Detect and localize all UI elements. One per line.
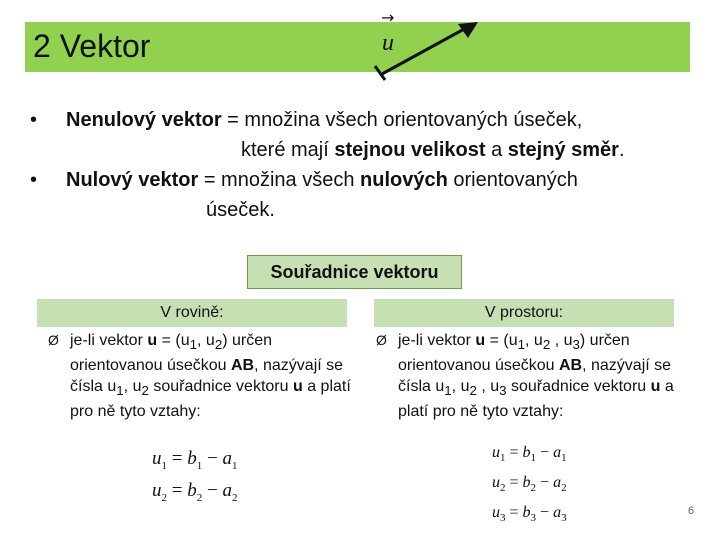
- subscript: 2: [542, 337, 551, 353]
- vector-name: u: [292, 378, 303, 396]
- definition-list: [30, 105, 700, 225]
- subscript: 3: [572, 337, 580, 353]
- text: = (u: [485, 332, 518, 349]
- term-nonzero: Nenulový vektor: [66, 109, 222, 131]
- formula-index: 2: [161, 491, 167, 504]
- formula-index: 3: [500, 512, 506, 525]
- formula-var: a: [553, 474, 562, 491]
- emphasis: nulových: [360, 169, 448, 191]
- formula-index: 2: [196, 491, 203, 504]
- vector-arrow-mark: →: [381, 8, 395, 27]
- formula-index: 2: [500, 482, 506, 495]
- formula-index: 2: [530, 482, 537, 495]
- formula-var: a: [553, 444, 562, 461]
- plane-heading: V rovině:: [37, 299, 347, 327]
- text: , u: [197, 332, 215, 349]
- formula-var: b: [187, 480, 197, 501]
- subscript: 1: [444, 383, 452, 399]
- text: souřadnice vektoru: [148, 378, 293, 396]
- formula-space-1: [492, 444, 567, 464]
- text: je-li vektor: [398, 332, 476, 349]
- formula-op: =: [167, 448, 188, 469]
- vector-name: u: [650, 378, 661, 396]
- text: souřadnice vektoru: [506, 378, 651, 396]
- formula-space-2: [492, 474, 567, 494]
- text: ) určen orientovanou úsečkou: [398, 332, 630, 375]
- vector-symbol: u: [382, 30, 394, 56]
- formula-op: =: [505, 474, 523, 491]
- slide-title: 2 Vektor: [33, 28, 151, 64]
- space-description: [376, 330, 706, 422]
- text: , u: [451, 378, 470, 396]
- text: , nazývají se čísla u: [398, 357, 672, 396]
- formula-op: −: [202, 448, 223, 469]
- text: , u: [476, 378, 500, 396]
- definition-text: orientovaných: [447, 169, 578, 191]
- definition-text: které mají: [241, 139, 335, 161]
- text: a platí pro ně tyto vztahy:: [398, 378, 674, 421]
- emphasis: stejnou velikost: [334, 139, 486, 161]
- definition-continuation: úseček.: [206, 199, 275, 221]
- formula-op: =: [505, 444, 523, 461]
- formula-var: u: [492, 474, 500, 491]
- list-arrow-icon: Ø: [48, 332, 59, 348]
- emphasis: stejný směr: [507, 139, 619, 161]
- definition-continuation: [66, 135, 700, 165]
- vector-arrow-icon: [0, 0, 720, 120]
- formula-var: a: [553, 504, 562, 521]
- formula-index: 3: [530, 512, 537, 525]
- subscript: 2: [214, 337, 223, 353]
- formula-index: 3: [561, 512, 567, 525]
- formula-index: 1: [561, 452, 567, 465]
- text: ) určen orientovanou úsečkou: [70, 332, 273, 375]
- vector-name: u: [475, 332, 486, 349]
- formula-op: −: [536, 444, 554, 461]
- formula-op: −: [536, 504, 554, 521]
- formula-space-3: [492, 504, 567, 524]
- subscript: 2: [141, 383, 149, 399]
- vector-name: u: [147, 332, 158, 349]
- subscript: 3: [499, 383, 507, 399]
- formula-var: b: [522, 444, 531, 461]
- formula-op: −: [202, 480, 223, 501]
- list-item: [30, 105, 700, 165]
- formula-index: 1: [231, 459, 238, 472]
- definition-text: .: [618, 139, 625, 161]
- definition-text: = množina všech: [198, 169, 361, 191]
- definition-text: = množina všech orientovaných úseček,: [221, 109, 583, 131]
- space-heading: V prostoru:: [374, 299, 674, 327]
- formula-index: 2: [231, 491, 238, 504]
- text: a platí pro ně tyto vztahy:: [70, 378, 351, 421]
- formula-var: b: [522, 504, 531, 521]
- formula-index: 1: [196, 459, 203, 472]
- formula-var: u: [152, 448, 162, 469]
- text: , nazývají se čísla u: [70, 357, 344, 396]
- formula-var: a: [222, 448, 232, 469]
- formula-index: 1: [161, 459, 167, 472]
- bullet-icon: •: [30, 109, 38, 131]
- plane-description: [48, 330, 358, 422]
- formula-index: 1: [500, 452, 506, 465]
- formula-plane-2: [152, 480, 237, 504]
- formula-var: u: [492, 444, 500, 461]
- formula-op: =: [167, 480, 188, 501]
- subscript: 1: [517, 337, 526, 353]
- text: , u: [550, 332, 573, 349]
- segment-name: AB: [231, 357, 255, 375]
- text: , u: [123, 378, 142, 396]
- list-item: [30, 165, 700, 225]
- formula-var: u: [492, 504, 500, 521]
- subscript: 1: [116, 383, 124, 399]
- text: = (u: [157, 332, 190, 349]
- section-heading: Souřadnice vektoru: [247, 255, 462, 289]
- bullet-icon: •: [30, 169, 38, 191]
- formula-index: 1: [530, 452, 537, 465]
- subscript: 1: [189, 337, 198, 353]
- segment-name: AB: [559, 357, 583, 375]
- list-arrow-icon: Ø: [376, 332, 387, 348]
- formula-var: b: [522, 474, 531, 491]
- formula-var: u: [152, 480, 162, 501]
- text: je-li vektor: [70, 332, 148, 349]
- formula-index: 2: [561, 482, 567, 495]
- page-number: 6: [688, 505, 695, 517]
- subscript: 2: [469, 383, 477, 399]
- term-zero: Nulový vektor: [66, 169, 199, 191]
- formula-var: a: [222, 480, 232, 501]
- text: , u: [525, 332, 543, 349]
- formula-plane-1: [152, 448, 237, 472]
- formula-op: =: [505, 504, 523, 521]
- definition-text: a: [485, 139, 508, 161]
- formula-var: b: [187, 448, 197, 469]
- formula-op: −: [536, 474, 554, 491]
